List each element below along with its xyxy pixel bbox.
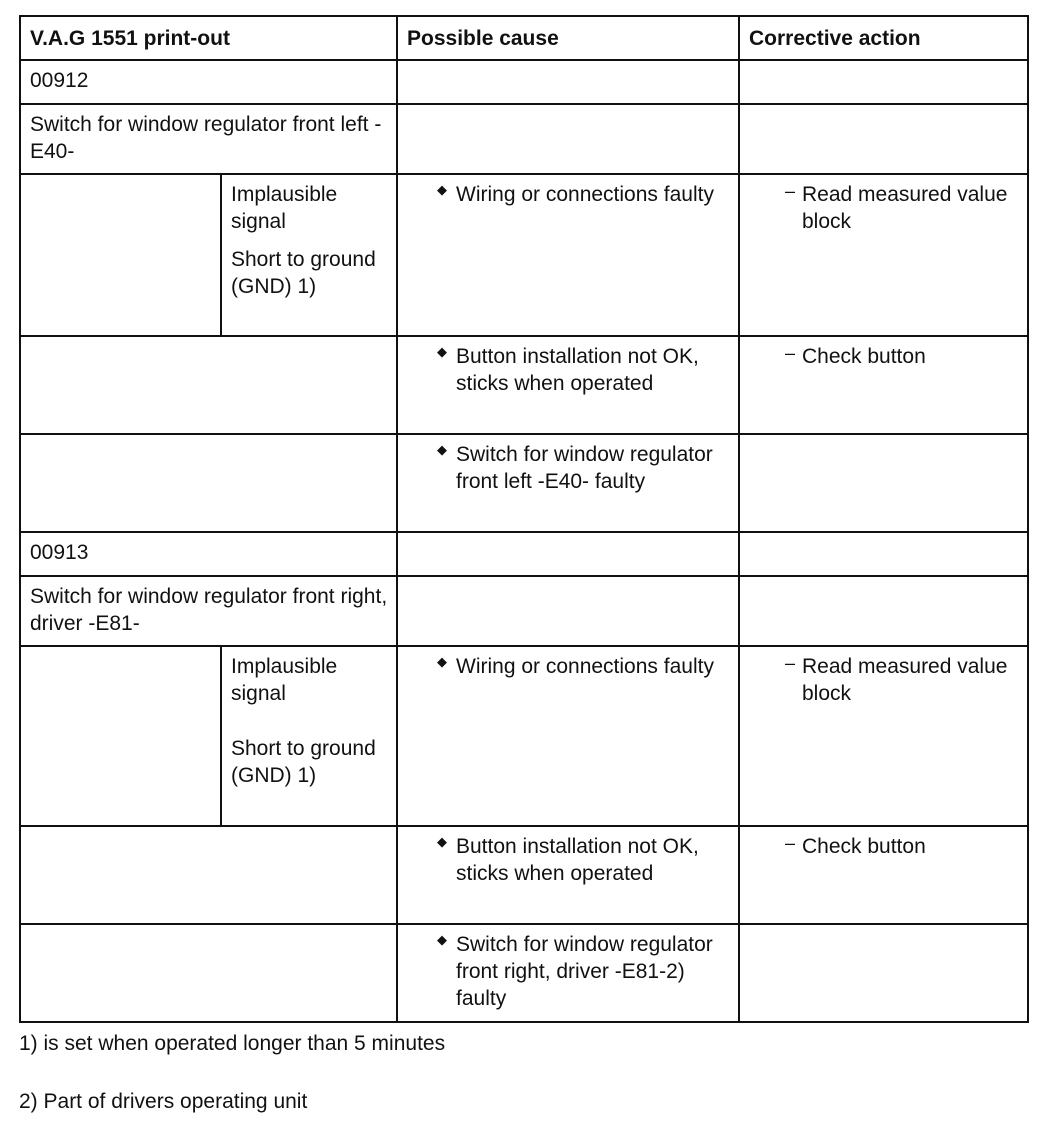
empty-cell bbox=[397, 576, 739, 646]
action-item bbox=[785, 833, 1019, 860]
action-item bbox=[785, 343, 1019, 370]
cause-text: Wiring or connections faulty bbox=[456, 655, 714, 678]
dash-bullet-icon: – bbox=[785, 653, 796, 673]
empty-cell bbox=[397, 104, 739, 174]
diamond-bullet-icon: ◆ bbox=[437, 834, 447, 849]
component-name: Switch for window regulator front right, driver -E81- bbox=[20, 576, 397, 646]
diamond-bullet-icon: ◆ bbox=[437, 932, 447, 947]
action-text: Check button bbox=[802, 345, 926, 368]
dash-bullet-icon: – bbox=[785, 343, 796, 363]
empty-cell bbox=[739, 104, 1028, 174]
cause-item bbox=[437, 653, 730, 680]
table-row bbox=[20, 924, 1028, 1022]
diamond-bullet-icon: ◆ bbox=[437, 344, 447, 359]
fault-table bbox=[19, 15, 1029, 1023]
cause-item bbox=[437, 833, 730, 887]
table-row bbox=[20, 532, 1028, 576]
empty-cell bbox=[20, 336, 397, 434]
cause-text: Switch for window regulator front right, driver -E81-2) faulty bbox=[456, 933, 713, 1010]
empty-cell bbox=[20, 434, 397, 532]
empty-cell bbox=[20, 826, 397, 924]
footnote: 1) is set when operated longer than 5 minutes bbox=[19, 1032, 446, 1055]
action-text: Read measured value block bbox=[802, 655, 1008, 705]
cause-text: Wiring or connections faulty bbox=[456, 183, 714, 206]
empty-cell bbox=[20, 924, 397, 1022]
cause-cell bbox=[397, 826, 739, 924]
action-cell bbox=[739, 434, 1028, 532]
table-row bbox=[20, 174, 1028, 336]
cause-item bbox=[437, 441, 730, 495]
action-cell bbox=[739, 646, 1028, 826]
footnote: 2) Part of drivers operating unit bbox=[19, 1090, 308, 1113]
table-row bbox=[20, 104, 1028, 174]
symptom-text: Short to ground (GND) 1) bbox=[231, 248, 376, 298]
cause-text: Switch for window regulator front left -E40- faulty bbox=[456, 443, 713, 493]
header-corrective-action: Corrective action bbox=[739, 16, 1028, 60]
diamond-bullet-icon: ◆ bbox=[437, 182, 447, 197]
table-row bbox=[20, 576, 1028, 646]
cause-cell bbox=[397, 434, 739, 532]
empty-cell bbox=[397, 60, 739, 104]
footnotes bbox=[19, 1030, 445, 1115]
empty-cell bbox=[739, 576, 1028, 646]
empty-cell bbox=[739, 532, 1028, 576]
empty-cell bbox=[20, 646, 221, 826]
cause-item bbox=[437, 931, 730, 1012]
table-header-row bbox=[20, 16, 1028, 60]
header-printout: V.A.G 1551 print-out bbox=[20, 16, 397, 60]
symptom-text: Short to ground (GND) 1) bbox=[231, 737, 376, 787]
fault-code: 00913 bbox=[20, 532, 397, 576]
cause-cell bbox=[397, 924, 739, 1022]
component-name: Switch for window regulator front left -E40- bbox=[20, 104, 397, 174]
cause-text: Button installation not OK, sticks when operated bbox=[456, 345, 699, 395]
symptom-cell bbox=[221, 646, 397, 826]
empty-cell bbox=[739, 60, 1028, 104]
symptom-text: Implausible signal bbox=[231, 655, 338, 705]
dash-bullet-icon: – bbox=[785, 181, 796, 201]
diamond-bullet-icon: ◆ bbox=[437, 442, 447, 457]
cause-item bbox=[437, 343, 730, 397]
symptom-cell bbox=[221, 174, 397, 336]
fault-code: 00912 bbox=[20, 60, 397, 104]
table-row bbox=[20, 336, 1028, 434]
empty-cell bbox=[397, 532, 739, 576]
header-possible-cause: Possible cause bbox=[397, 16, 739, 60]
action-text: Read measured value block bbox=[802, 183, 1008, 233]
table-row bbox=[20, 60, 1028, 104]
cause-text: Button installation not OK, sticks when operated bbox=[456, 835, 699, 885]
cause-cell bbox=[397, 646, 739, 826]
dash-bullet-icon: – bbox=[785, 833, 796, 853]
action-cell bbox=[739, 336, 1028, 434]
cause-cell bbox=[397, 336, 739, 434]
action-cell bbox=[739, 924, 1028, 1022]
action-item bbox=[785, 653, 1019, 707]
action-cell bbox=[739, 174, 1028, 336]
symptom-text: Implausible signal bbox=[231, 183, 338, 233]
table-row bbox=[20, 826, 1028, 924]
diamond-bullet-icon: ◆ bbox=[437, 654, 447, 669]
cause-cell bbox=[397, 174, 739, 336]
empty-cell bbox=[20, 174, 221, 336]
action-cell bbox=[739, 826, 1028, 924]
action-item bbox=[785, 181, 1019, 235]
action-text: Check button bbox=[802, 835, 926, 858]
table-row bbox=[20, 434, 1028, 532]
cause-item bbox=[437, 181, 730, 208]
table-row bbox=[20, 646, 1028, 826]
